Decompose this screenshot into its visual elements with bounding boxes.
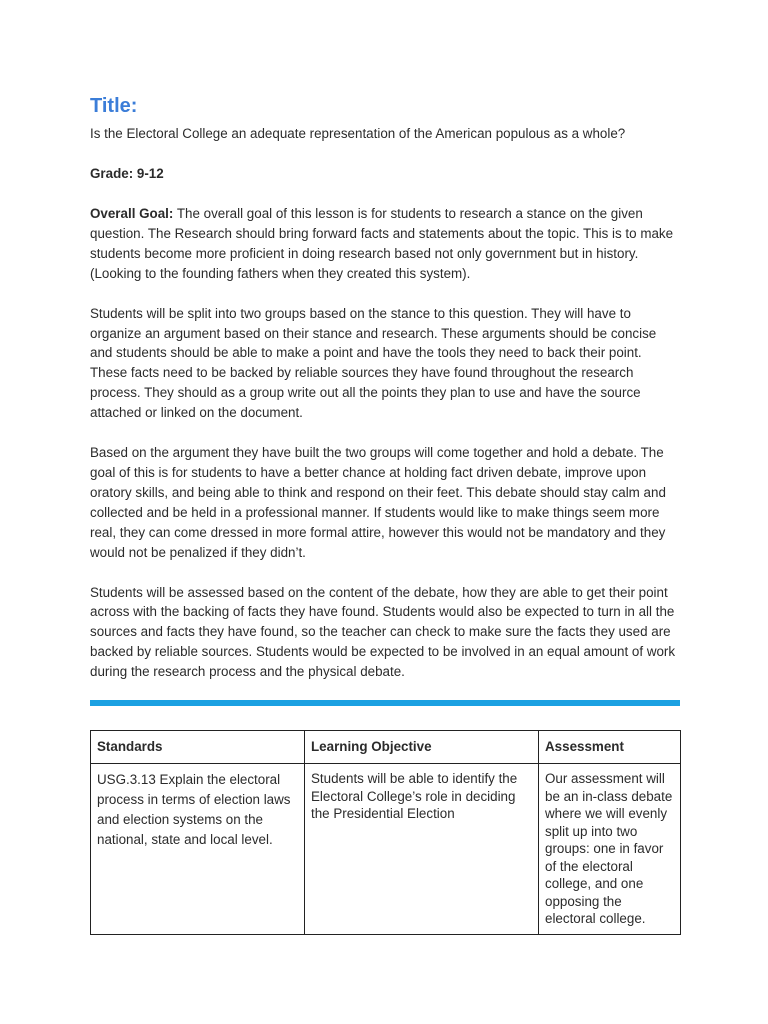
body-paragraph-assessment: Students will be assessed based on the content of the debate, how they are able to get their point across with the backing of facts they have found. Students would also be expected to turn in all the sources and facts they have found, so the teacher can check to make sure the facts they used are backed by reliable sources. Students would be expected to be involved in an equal amount of work during the research process and the physical debate. [90,584,676,680]
overall-goal-text: The overall goal of this lesson is for students to research a stance on the given question. The Research should bring forward facts and statements about the topic. This is to make students become more proficient in doing research based not only government but in history. (Looking to the founding fathers when they created this system). [90,206,674,281]
table-header-row [91,731,681,764]
table-row [91,764,681,935]
cell-standard: USG.3.13 Explain the electoral process in terms of election laws and election systems on the national, state and local level. [91,764,305,935]
body-paragraph-debate: Based on the argument they have built the two groups will come together and hold a debate. The goal of this is for students to have a better chance at holding fact driven debate, improve upon oratory skills, and being able to think and respond on their feet. This debate should stay calm and collected and be held in a professional manner. If students would like to make things seem more real, they can come dressed in more formal attire, however this would not be mandatory and they would not be penalized if they didn’t. [90,445,666,560]
header-assessment: Assessment [539,731,681,764]
overall-goal-label: Overall Goal: [90,206,174,221]
lesson-question: Is the Electoral College an adequate representation of the American populous as a whole? [90,126,626,141]
header-standards: Standards [91,731,305,764]
lesson-document [90,94,680,935]
section-divider [90,700,680,706]
header-learning-objective: Learning Objective [305,731,539,764]
grade-level: Grade: 9-12 [90,166,164,181]
title-heading: Title: [90,95,138,117]
body-paragraph-groups: Students will be split into two groups based on the stance to this question. They will have to organize an argument based on their stance and research. These arguments should be concise and students should be able to make a point and have the tools they need to back their point. These facts need to be backed by reliable sources they have found throughout the research process. They should as a group write out all the points they plan to use and have the source attached or linked on the document. [90,305,657,421]
overall-goal-paragraph [90,204,680,284]
standards-table [90,730,681,935]
cell-learning-objective: Students will be able to identify the Electoral College’s role in deciding the Presidential Election [305,764,539,935]
cell-assessment: Our assessment will be an in-class debate where we will evenly split up into two groups: one in favor of the electoral college, and one opposing the electoral college. [539,764,681,935]
